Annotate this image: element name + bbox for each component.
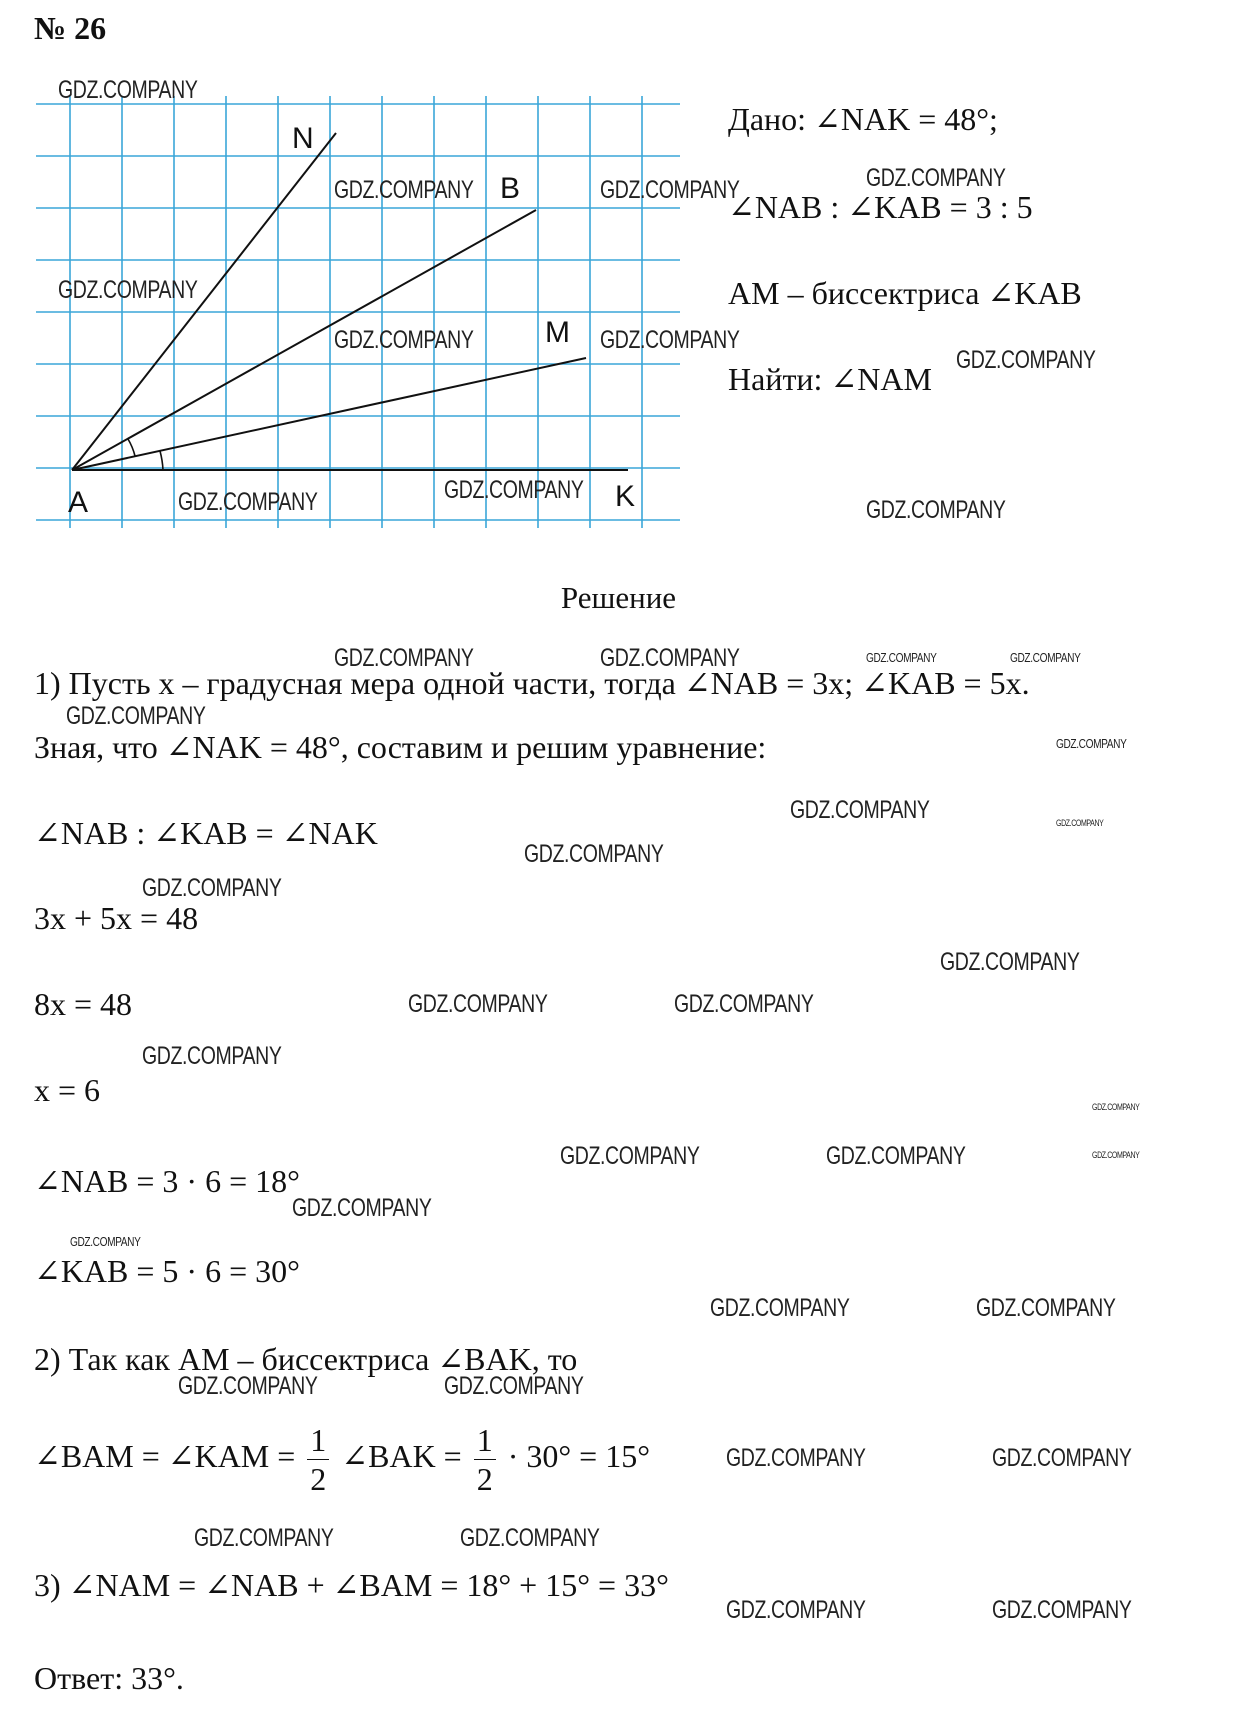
watermark: GDZ.COMPANY xyxy=(142,1042,282,1070)
problem-number: № 26 xyxy=(34,10,107,46)
watermark: GDZ.COMPANY xyxy=(1092,1102,1140,1112)
watermark: GDZ.COMPANY xyxy=(560,1142,700,1170)
watermark: GDZ.COMPANY xyxy=(790,796,930,824)
watermark: GDZ.COMPANY xyxy=(726,1444,866,1472)
given-ratio: ∠NAB : ∠KAB = 3 : 5 xyxy=(728,189,1033,225)
equation-bam xyxy=(34,1424,650,1495)
watermark: GDZ.COMPANY xyxy=(1092,1150,1140,1160)
step2-line: 2) Так как AM – биссектриса ∠BAK, то xyxy=(34,1341,578,1377)
equation-8x: 8x = 48 xyxy=(34,986,133,1022)
equation-kab: ∠KAB = 5 · 6 = 30° xyxy=(34,1253,300,1289)
watermark: GDZ.COMPANY xyxy=(142,874,282,902)
watermark: GDZ.COMPANY xyxy=(70,1234,141,1249)
label-m: M xyxy=(545,316,570,349)
label-a: A xyxy=(68,486,89,519)
watermark: GDZ.COMPANY xyxy=(444,1372,584,1400)
fraction-denominator: 2 xyxy=(476,1461,493,1497)
find-nam: Найти: ∠NAM xyxy=(728,361,932,397)
watermark: GDZ.COMPANY xyxy=(194,1524,334,1552)
watermark: GDZ.COMPANY xyxy=(58,76,198,104)
answer: Ответ: 33°. xyxy=(34,1660,184,1696)
watermark: GDZ.COMPANY xyxy=(444,476,584,504)
watermark: GDZ.COMPANY xyxy=(178,488,318,516)
given-bisector: AM – биссектриса ∠KAB xyxy=(728,275,1082,311)
equation-x: x = 6 xyxy=(34,1072,101,1108)
arc-kam xyxy=(160,451,163,470)
watermark: GDZ.COMPANY xyxy=(826,1142,966,1170)
step3-line: 3) ∠NAM = ∠NAB + ∠BAM = 18° + 15° = 33° xyxy=(34,1567,669,1603)
label-k: K xyxy=(615,480,636,513)
watermark: GDZ.COMPANY xyxy=(674,990,814,1018)
eq7-part2: ∠BAK = xyxy=(341,1437,462,1474)
given-angle-nak: Дано: ∠NAK = 48°; xyxy=(728,101,998,137)
watermark: GDZ.COMPANY xyxy=(600,644,740,672)
watermark: GDZ.COMPANY xyxy=(334,176,474,204)
label-b: B xyxy=(500,172,521,205)
watermark: GDZ.COMPANY xyxy=(524,840,664,868)
watermark: GDZ.COMPANY xyxy=(292,1194,432,1222)
watermark: GDZ.COMPANY xyxy=(956,346,1096,374)
eq7-part1: ∠BAM = ∠KAM = xyxy=(34,1437,296,1474)
fraction-denominator: 2 xyxy=(310,1461,327,1497)
label-n: N xyxy=(292,122,314,155)
watermark: GDZ.COMPANY xyxy=(1056,818,1104,828)
watermark: GDZ.COMPANY xyxy=(866,164,1006,192)
watermark: GDZ.COMPANY xyxy=(1010,650,1081,665)
step1-line1: 1) Пусть x – градусная мера одной части, тогда ∠NAB = 3x; ∠KAB = 5x. xyxy=(34,665,1030,701)
watermark: GDZ.COMPANY xyxy=(334,326,474,354)
watermark: GDZ.COMPANY xyxy=(408,990,548,1018)
watermark: GDZ.COMPANY xyxy=(460,1524,600,1552)
fraction-numerator: 1 xyxy=(474,1424,496,1460)
watermark: GDZ.COMPANY xyxy=(866,496,1006,524)
watermark: GDZ.COMPANY xyxy=(334,644,474,672)
watermark: GDZ.COMPANY xyxy=(1056,736,1127,751)
solution-heading: Решение xyxy=(560,580,677,615)
watermark: GDZ.COMPANY xyxy=(866,650,937,665)
grid xyxy=(36,96,680,528)
watermark: GDZ.COMPANY xyxy=(940,948,1080,976)
arc-bam xyxy=(128,439,135,456)
ray-am xyxy=(72,358,586,470)
watermark: GDZ.COMPANY xyxy=(600,176,740,204)
fraction-numerator: 1 xyxy=(307,1424,329,1460)
step1-line2: Зная, что ∠NAK = 48°, составим и решим уравнение: xyxy=(34,729,767,765)
equation-nab: ∠NAB = 3 · 6 = 18° xyxy=(34,1163,300,1199)
watermark: GDZ.COMPANY xyxy=(58,276,198,304)
watermark: GDZ.COMPANY xyxy=(992,1596,1132,1624)
watermark: GDZ.COMPANY xyxy=(992,1444,1132,1472)
watermark: GDZ.COMPANY xyxy=(726,1596,866,1624)
watermark: GDZ.COMPANY xyxy=(600,326,740,354)
watermark: GDZ.COMPANY xyxy=(976,1294,1116,1322)
fraction-half-2 xyxy=(474,1424,496,1495)
equation-ratio: ∠NAB : ∠KAB = ∠NAK xyxy=(34,815,378,851)
watermark: GDZ.COMPANY xyxy=(66,702,206,730)
eq7-part3: · 30° = 15° xyxy=(507,1437,651,1474)
watermark: GDZ.COMPANY xyxy=(710,1294,850,1322)
equation-sum: 3x + 5x = 48 xyxy=(34,900,199,936)
watermark: GDZ.COMPANY xyxy=(178,1372,318,1400)
fraction-half-1 xyxy=(307,1424,329,1495)
